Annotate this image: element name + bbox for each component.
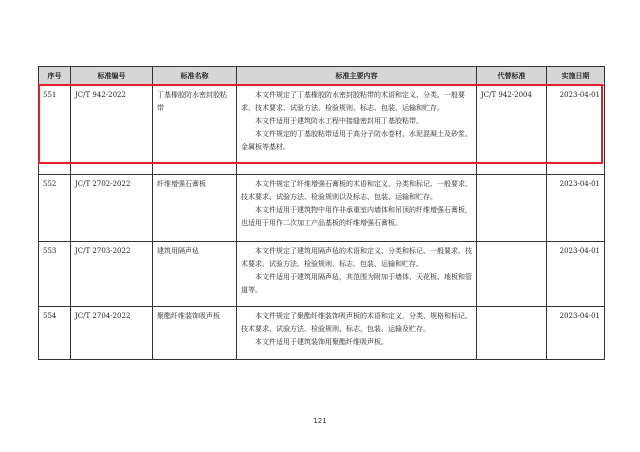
- cell-name: 建筑用隔声毡: [153, 242, 237, 307]
- content-paragraph: 本文件规定了建筑用隔声毡的术语和定义、分类和标记、一般要求、技术要求、试验方法、检验规则、标志、包装、运输和贮存。: [241, 247, 472, 268]
- cell-content: [237, 86, 477, 175]
- header-name: 标准名称: [153, 67, 237, 86]
- content-paragraph: 本文件适用于建筑装饰用聚酯纤维吸声板。: [255, 338, 388, 346]
- header-seq: 序号: [39, 67, 71, 86]
- cell-replace: [477, 307, 547, 360]
- cell-date: 2023-04-01: [547, 175, 605, 242]
- cell-code: JC/T 2702-2022: [71, 175, 153, 242]
- cell-name: 聚酯纤维装饰吸声板: [153, 307, 237, 360]
- content-paragraph: 本文件适用于建筑防水工程中接缝密封用丁基胶粘带。: [255, 117, 423, 125]
- header-content: 标准主要内容: [237, 67, 477, 86]
- cell-code: JC/T 942-2022: [71, 86, 153, 175]
- content-paragraph: 本文件规定了聚酯纤维装饰吸声板的术语和定义、分类、规格和标记、技术要求、试验方法、检验规则、标志、包装、运输及贮存。: [241, 312, 472, 333]
- cell-code: JC/T 2703-2022: [71, 242, 153, 307]
- content-paragraph: 本文件适用于建筑用隔声毡，其范围为附加于墙体、天花板、地板和管道等。: [241, 273, 472, 294]
- cell-seq: 552: [39, 175, 71, 242]
- content-paragraph: 本文件规定的丁基胶粘带适用于高分子防水卷材、水泥混凝土及砂浆、金属板等基材。: [241, 130, 472, 151]
- cell-seq: 551: [39, 86, 71, 175]
- page-number: 121: [313, 417, 327, 425]
- cell-date: 2023-04-01: [547, 86, 605, 175]
- cell-replace: JC/T 942-2004: [477, 86, 547, 175]
- cell-code: JC/T 2704-2022: [71, 307, 153, 360]
- table-row: [39, 242, 605, 307]
- standards-table: [38, 66, 605, 360]
- cell-name: 丁基橡胶防水密封胶粘带: [153, 86, 237, 175]
- header-replace: 代替标准: [477, 67, 547, 86]
- content-paragraph: 本文件适用于建筑物中用作非承重室内墙体和吊顶的纤维增强石膏板，也适用于用作二次加工产品基板的纤维增强石膏板。: [241, 206, 472, 227]
- cell-date: 2023-04-01: [547, 307, 605, 360]
- cell-name: 纤维增强石膏板: [153, 175, 237, 242]
- header-date: 实施日期: [547, 67, 605, 86]
- header-code: 标准编号: [71, 67, 153, 86]
- cell-replace: [477, 175, 547, 242]
- cell-replace: [477, 242, 547, 307]
- cell-seq: 553: [39, 242, 71, 307]
- cell-seq: 554: [39, 307, 71, 360]
- table-row: [39, 175, 605, 242]
- cell-content: [237, 242, 477, 307]
- cell-content: [237, 307, 477, 360]
- table-row: [39, 307, 605, 360]
- table-row: [39, 86, 605, 175]
- cell-date: 2023-04-01: [547, 242, 605, 307]
- content-paragraph: 本文件规定了纤维增强石膏板的术语和定义、分类和标记、一般要求、技术要求、试验方法、检验规则以及标志、包装、运输和贮存。: [241, 180, 472, 201]
- cell-content: [237, 175, 477, 242]
- content-paragraph: 本文件规定了丁基橡胶防水密封胶粘带的术语和定义、分类、一般要求、技术要求、试验方法、检验规则、标志、包装、运输和贮存。: [241, 91, 465, 112]
- table-header-row: [39, 67, 605, 86]
